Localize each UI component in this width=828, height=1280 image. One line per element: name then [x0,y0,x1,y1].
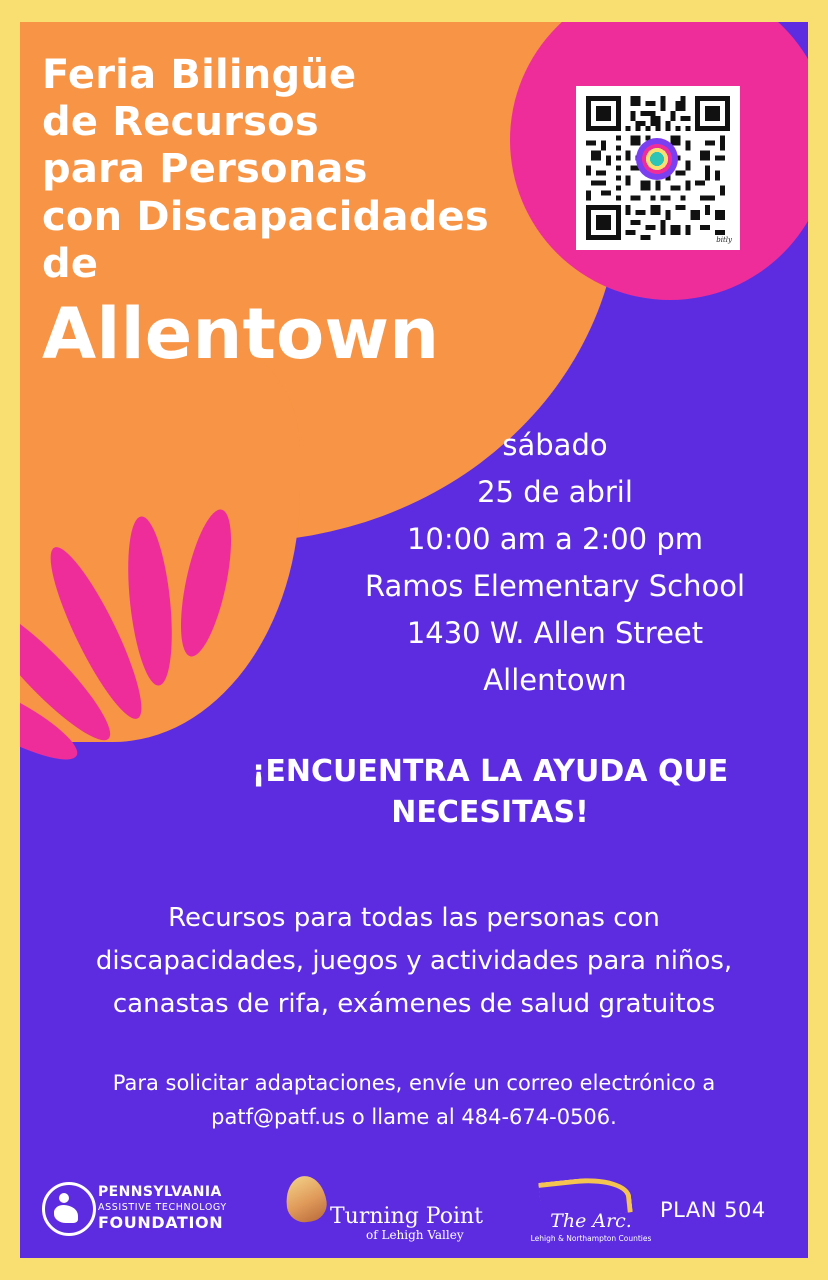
petal-shape [171,505,241,660]
contact-line-2: patf@patf.us o llame al 484-674-0506. [211,1104,617,1129]
body-line-1: Recursos para todas las personas con [168,903,660,933]
qr-brand-label: bitly [716,236,732,244]
footer-logos [20,1162,808,1258]
turning-point-name: Turning Point [330,1204,484,1229]
qr-center-ornament [636,138,678,180]
accommodations-contact [44,1067,784,1134]
event-date: 25 de abril [477,474,633,509]
logo-patf [42,1178,252,1244]
event-details [320,422,790,704]
contact-line-1: Para solicitar adaptaciones, envíe un correo electrónico a [112,1071,716,1095]
the-arc-name: The Arc. [550,1210,632,1232]
headline-city: Allentown [42,292,440,375]
flame-icon [283,1173,329,1224]
headline-line-2: de Recursos [42,99,319,146]
event-time: 10:00 am a 2:00 pm [406,521,704,556]
poster [20,22,808,1258]
event-address: 1430 W. Allen Street [406,615,704,650]
slogan-text: ¡ENCUENTRA LA AYUDA QUE NECESITAS! [251,754,729,830]
event-day: sábado [502,428,608,462]
body-line-2: discapacidades, juegos y actividades para niños, [95,945,733,976]
patf-line-1: PENNSYLVANIA [98,1184,222,1200]
logo-the-arc [516,1178,666,1248]
patf-line-3: FOUNDATION [98,1213,224,1233]
body-line-3: canastas de rifa, exámenes de salud gratuitos [112,988,716,1019]
headline-line-4: con Discapacidades [42,193,489,240]
event-city: Allentown [483,662,627,697]
headline-line-3: para Personas [42,146,368,193]
patf-figure-icon [42,1182,96,1236]
logo-plan-504: PLAN 504 [660,1198,766,1222]
headline-line-5: de [42,240,99,287]
logo-turning-point [278,1176,488,1246]
patf-wordmark [98,1184,227,1233]
qr-code[interactable] [576,86,740,250]
patf-line-2: ASSISTIVE TECHNOLOGY [98,1201,227,1213]
page-title [42,52,562,374]
event-venue: Ramos Elementary School [364,568,746,603]
body-text [40,897,788,1026]
turning-point-subtitle: of Lehigh Valley [366,1228,464,1242]
the-arc-subtitle: Lehigh & Northampton Counties [530,1234,652,1243]
headline-line-1: Feria Bilingüe [42,52,357,98]
